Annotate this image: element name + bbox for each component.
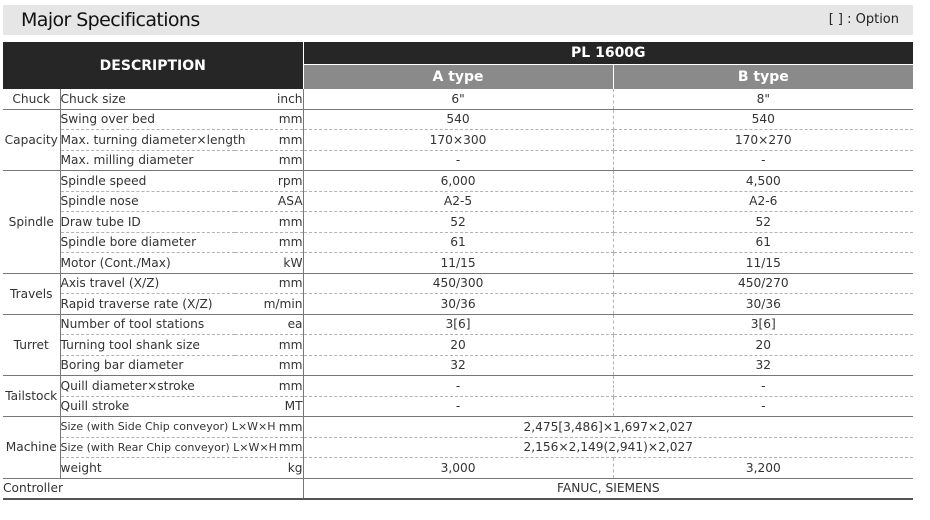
value-a: - [303, 376, 613, 397]
item-label: Spindle bore diameter [60, 232, 235, 253]
value-b: 52 [613, 212, 913, 233]
value-a: 30/36 [303, 294, 613, 315]
item-label: Max. milling diameter [60, 150, 235, 171]
item-label: Spindle speed [60, 171, 235, 192]
unit-label: ASA [235, 191, 303, 212]
value-ab: FANUC, SIEMENS [303, 478, 913, 499]
unit-label: ea [235, 314, 303, 335]
unit-label: mm [235, 150, 303, 171]
title-bar [3, 5, 913, 35]
value-a: 32 [303, 355, 613, 376]
model-header: PL 1600G [303, 42, 913, 65]
table-row [3, 273, 913, 294]
page-title: Major Specifications [21, 9, 200, 31]
table-row [3, 171, 913, 192]
value-b: - [613, 376, 913, 397]
item-label: Rapid traverse rate (X/Z) [60, 294, 235, 315]
table-row [3, 212, 913, 233]
unit-label: mm [235, 376, 303, 397]
table-row [3, 130, 913, 151]
item-label: Motor (Cont./Max) [60, 253, 235, 274]
group-label: Capacity [3, 109, 60, 171]
table-row [3, 335, 913, 356]
unit-label: mm [235, 437, 303, 458]
value-b: 3[6] [613, 314, 913, 335]
value-a: 52 [303, 212, 613, 233]
value-a: - [303, 396, 613, 417]
table-row [3, 376, 913, 397]
unit-label: mm [235, 335, 303, 356]
item-label: Chuck size [60, 89, 235, 109]
table-row [3, 355, 913, 376]
item-label: Quill diameter×stroke [60, 376, 235, 397]
table-row [3, 294, 913, 315]
description-header: DESCRIPTION [3, 42, 303, 89]
unit-label: m/min [235, 294, 303, 315]
value-b: 450/270 [613, 273, 913, 294]
table-row [3, 396, 913, 417]
value-a: 61 [303, 232, 613, 253]
item-label: Spindle nose [60, 191, 235, 212]
value-b: A2-6 [613, 191, 913, 212]
value-b: - [613, 396, 913, 417]
table-row [3, 89, 913, 109]
item-label: Turning tool shank size [60, 335, 235, 356]
unit-label: kW [235, 253, 303, 274]
group-label: Tailstock [3, 376, 60, 417]
value-a: A2-5 [303, 191, 613, 212]
table-row [3, 232, 913, 253]
type-b-header: B type [613, 65, 913, 90]
value-b: 8" [613, 89, 913, 109]
value-b: 4,500 [613, 171, 913, 192]
table-row [3, 458, 913, 479]
group-label: Turret [3, 314, 60, 376]
value-b: 32 [613, 355, 913, 376]
value-b: 3,200 [613, 458, 913, 479]
value-a: 3,000 [303, 458, 613, 479]
value-b: 170×270 [613, 130, 913, 151]
value-a: 540 [303, 109, 613, 130]
table-row [3, 437, 913, 458]
group-label: Travels [3, 273, 60, 314]
value-a: 6" [303, 89, 613, 109]
unit-label: mm [235, 109, 303, 130]
group-label: Controller [3, 478, 303, 499]
value-a: - [303, 150, 613, 171]
table-row [3, 150, 913, 171]
value-b: - [613, 150, 913, 171]
unit-label: mm [235, 417, 303, 438]
value-ab: 2,475[3,486]×1,697×2,027 [303, 417, 913, 438]
item-label: Swing over bed [60, 109, 235, 130]
item-label: Draw tube ID [60, 212, 235, 233]
spec-table [3, 42, 913, 500]
table-row [3, 109, 913, 130]
item-label: Max. turning diameter×length [60, 130, 235, 151]
group-label: Machine [3, 417, 60, 479]
table-row [3, 478, 913, 499]
value-b: 30/36 [613, 294, 913, 315]
unit-label: inch [235, 89, 303, 109]
value-b: 20 [613, 335, 913, 356]
value-a: 170×300 [303, 130, 613, 151]
value-a: 450/300 [303, 273, 613, 294]
unit-label: rpm [235, 171, 303, 192]
item-label: Size (with Rear Chip conveyor) L×W×H [60, 437, 235, 458]
item-label: Quill stroke [60, 396, 235, 417]
table-row [3, 191, 913, 212]
type-a-header: A type [303, 65, 613, 90]
unit-label: mm [235, 273, 303, 294]
item-label: Boring bar diameter [60, 355, 235, 376]
value-a: 11/15 [303, 253, 613, 274]
value-a: 20 [303, 335, 613, 356]
value-b: 540 [613, 109, 913, 130]
item-label: Size (with Side Chip conveyor) L×W×H [60, 417, 235, 438]
table-row [3, 253, 913, 274]
value-a: 3[6] [303, 314, 613, 335]
unit-label: kg [235, 458, 303, 479]
unit-label: mm [235, 232, 303, 253]
item-label: weight [60, 458, 235, 479]
unit-label: mm [235, 355, 303, 376]
unit-label: MT [235, 396, 303, 417]
value-a: 6,000 [303, 171, 613, 192]
value-b: 61 [613, 232, 913, 253]
item-label: Number of tool stations [60, 314, 235, 335]
unit-label: mm [235, 212, 303, 233]
group-label: Spindle [3, 171, 60, 274]
value-ab: 2,156×2,149(2,941)×2,027 [303, 437, 913, 458]
unit-label: mm [235, 130, 303, 151]
item-label: Axis travel (X/Z) [60, 273, 235, 294]
table-row [3, 314, 913, 335]
table-row [3, 417, 913, 438]
option-note: [ ] : Option [828, 12, 899, 27]
group-label: Chuck [3, 89, 60, 109]
value-b: 11/15 [613, 253, 913, 274]
